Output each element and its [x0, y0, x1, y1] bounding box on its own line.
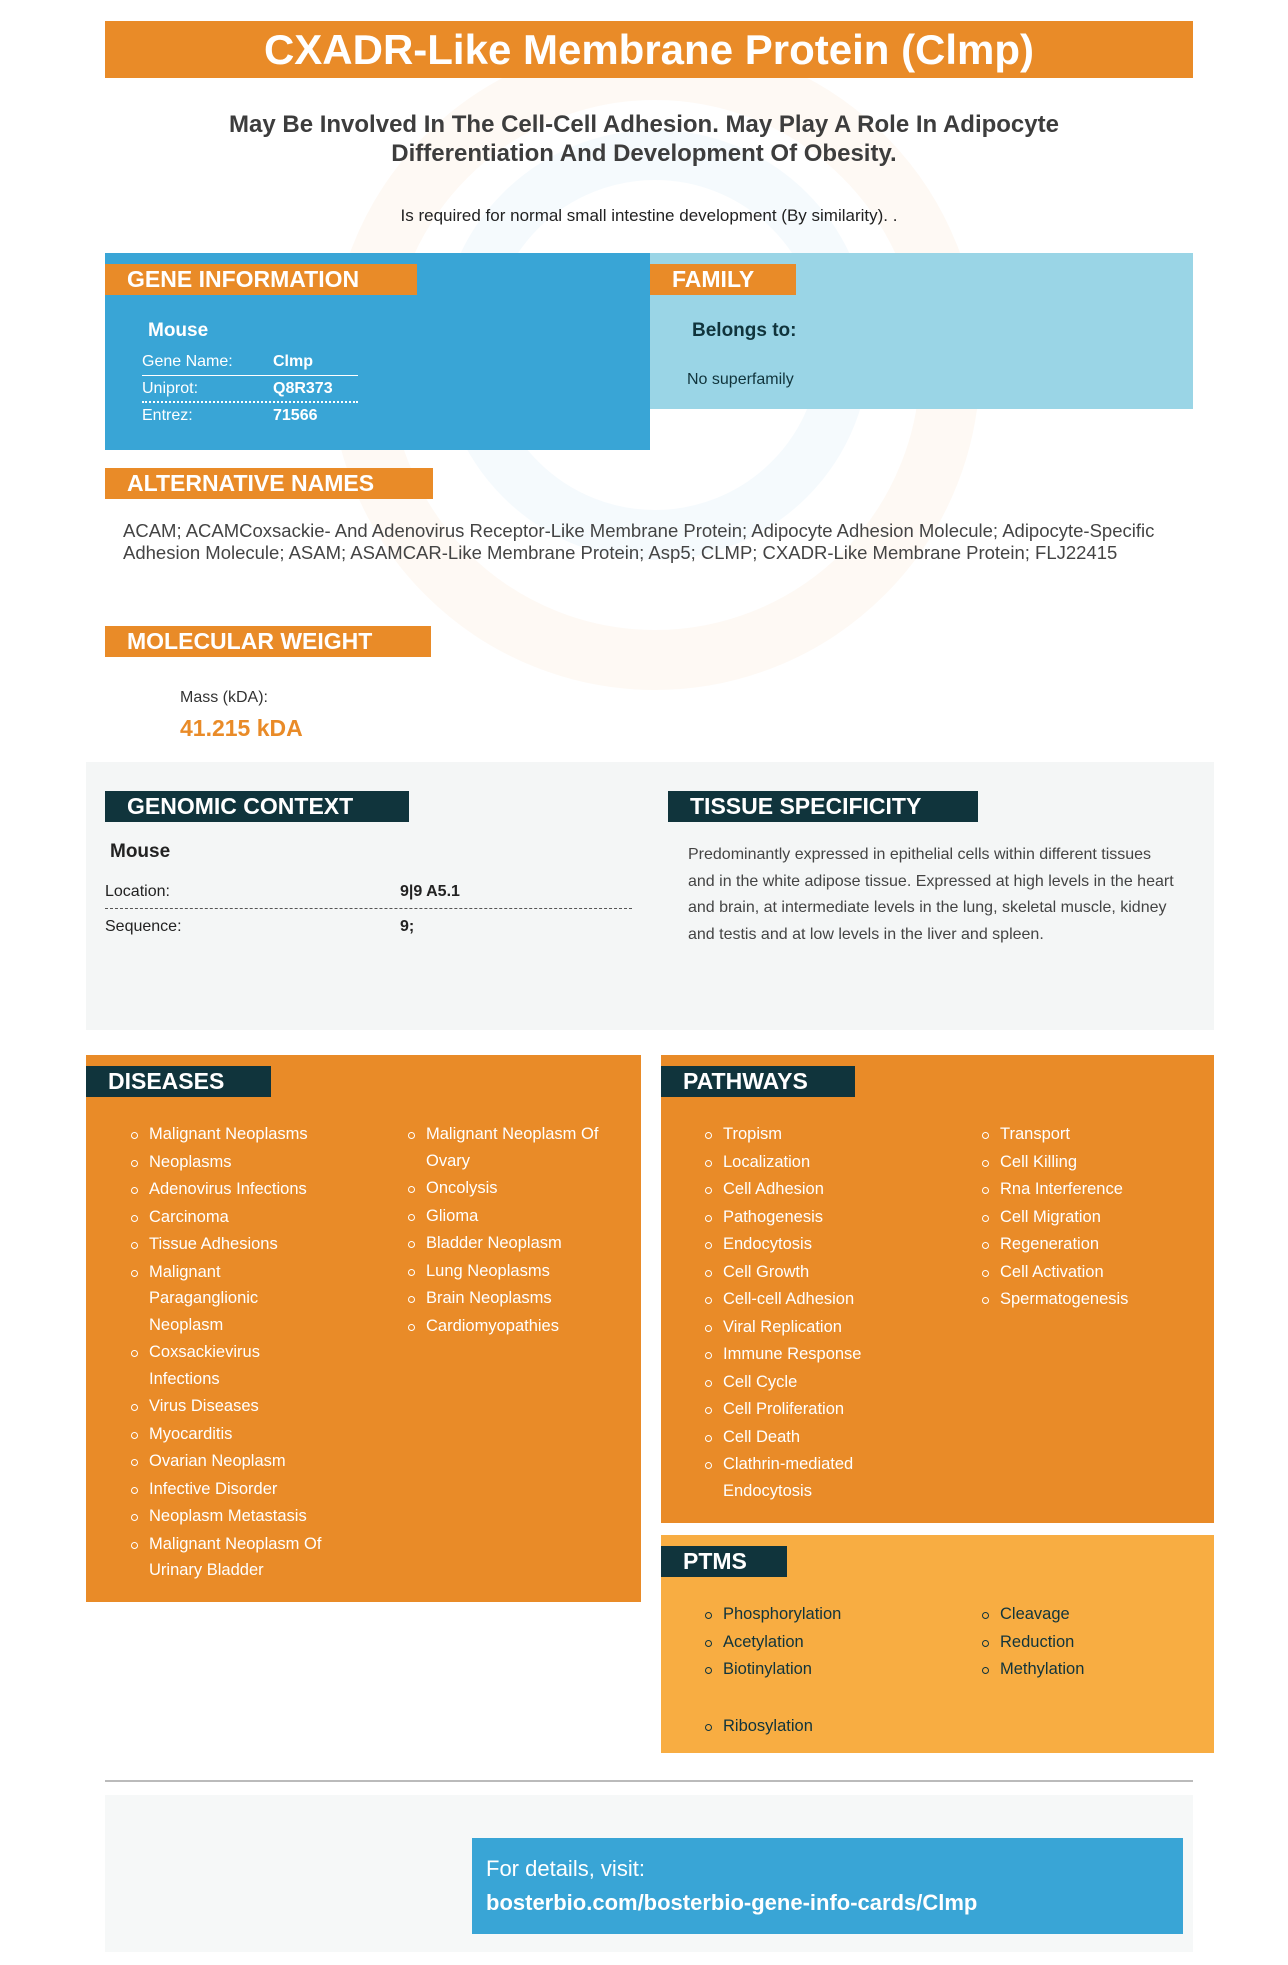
list-item: Myocarditis	[131, 1421, 361, 1448]
ptms-list-extra	[705, 1713, 945, 1741]
gene-information-heading: GENE INFORMATION	[105, 264, 417, 295]
list-item: Acetylation	[705, 1629, 945, 1656]
list-item: Virus Diseases	[131, 1393, 361, 1420]
list-item: Cell Growth	[705, 1259, 945, 1286]
list-item: Cell-cell Adhesion	[705, 1286, 945, 1313]
list-item: Immune Response	[705, 1341, 945, 1368]
list-item: Bladder Neoplasm	[408, 1230, 623, 1257]
location-row	[105, 876, 632, 909]
pathways-list-col2	[982, 1121, 1197, 1314]
protein-function-note: Is required for normal small intestine development (By similarity). .	[400, 206, 898, 225]
diseases-list-col2	[408, 1121, 623, 1340]
entrez-row	[142, 403, 358, 430]
sequence-row	[105, 911, 632, 944]
list-item: Cleavage	[982, 1601, 1197, 1628]
family-value: No superfamily	[687, 371, 794, 388]
list-item: Malignant Neoplasm Of Urinary Bladder	[131, 1531, 336, 1584]
list-item: Ovarian Neoplasm	[131, 1448, 361, 1475]
uniprot-label: Uniprot:	[142, 380, 199, 397]
list-item: Cell Proliferation	[705, 1396, 945, 1423]
list-item: Clathrin-mediated Endocytosis	[705, 1451, 875, 1504]
tissue-specificity-heading: TISSUE SPECIFICITY	[668, 791, 978, 822]
mass-label: Mass (kDA):	[180, 689, 268, 706]
list-item: Phosphorylation	[705, 1601, 945, 1628]
list-item: Malignant Neoplasm Of Ovary	[408, 1121, 623, 1174]
diseases-heading: DISEASES	[86, 1066, 271, 1097]
list-item: Spermatogenesis	[982, 1286, 1197, 1313]
uniprot-row	[142, 376, 358, 403]
sequence-label: Sequence:	[105, 918, 182, 935]
diseases-list-col1	[131, 1121, 361, 1585]
ptms-list-col2	[982, 1601, 1197, 1684]
list-item: Neoplasm Metastasis	[131, 1503, 361, 1530]
entrez-value: 71566	[273, 407, 318, 424]
list-item: Neoplasms	[131, 1149, 361, 1176]
list-item: Ribosylation	[705, 1713, 945, 1740]
list-item: Methylation	[982, 1656, 1197, 1683]
list-item: Biotinylation	[705, 1656, 945, 1683]
gene-species: Mouse	[148, 320, 209, 341]
list-item: Brain Neoplasms	[408, 1285, 623, 1312]
alternative-names-heading: ALTERNATIVE NAMES	[105, 468, 433, 499]
gene-name-value: Clmp	[273, 353, 313, 370]
genomic-context-heading: GENOMIC CONTEXT	[105, 791, 409, 822]
list-item: Cardiomyopathies	[408, 1313, 623, 1340]
mass-value: 41.215 kDA	[180, 715, 303, 741]
list-item: Transport	[982, 1121, 1197, 1148]
list-item: Cell Adhesion	[705, 1176, 945, 1203]
pathways-heading: PATHWAYS	[661, 1066, 855, 1097]
list-item: Localization	[705, 1149, 945, 1176]
ptms-heading: PTMS	[661, 1546, 787, 1577]
location-value: 9|9 A5.1	[400, 883, 460, 900]
list-item: Carcinoma	[131, 1204, 361, 1231]
list-item: Tropism	[705, 1121, 945, 1148]
list-item: Infective Disorder	[131, 1476, 361, 1503]
list-item: Pathogenesis	[705, 1204, 945, 1231]
protein-function-summary: May Be Involved In The Cell-Cell Adhesion. May Play A Role In Adipocyte Differentiation And Development Of Obesity.	[229, 111, 1059, 167]
list-item: Cell Migration	[982, 1204, 1197, 1231]
list-item: Cell Killing	[982, 1149, 1197, 1176]
uniprot-value: Q8R373	[273, 380, 333, 397]
molecular-weight-heading: MOLECULAR WEIGHT	[105, 626, 431, 657]
list-item: Coxsackievirus Infections	[131, 1339, 281, 1392]
list-item: Malignant Paraganglionic Neoplasm	[131, 1259, 281, 1339]
details-url-link[interactable]: bosterbio.com/bosterbio-gene-info-cards/Clmp	[486, 1890, 978, 1915]
family-heading: FAMILY	[650, 264, 796, 295]
list-item: Tissue Adhesions	[131, 1231, 361, 1258]
list-item: Oncolysis	[408, 1175, 623, 1202]
list-item: Viral Replication	[705, 1314, 945, 1341]
list-item: Adenovirus Infections	[131, 1176, 361, 1203]
list-item: Glioma	[408, 1203, 623, 1230]
list-item: Endocytosis	[705, 1231, 945, 1258]
list-item: Cell Death	[705, 1424, 945, 1451]
list-item: Cell Cycle	[705, 1369, 945, 1396]
details-link-box[interactable]	[472, 1838, 1183, 1934]
location-label: Location:	[105, 883, 170, 900]
sequence-value: 9;	[400, 918, 415, 935]
genomic-species: Mouse	[110, 841, 171, 862]
page-title: CXADR-Like Membrane Protein (Clmp)	[105, 21, 1193, 78]
gene-name-label: Gene Name:	[142, 353, 233, 370]
list-item: Regeneration	[982, 1231, 1197, 1258]
tissue-specificity-text: Predominantly expressed in epithelial cells within different tissues and in the white adipose tissue. Expressed at high levels in the heart and brain, at intermediate levels in the lung, skeletal muscle, kidney and testis and at low levels in the liver and spleen.	[688, 846, 1174, 943]
family-belongs-label: Belongs to:	[692, 320, 797, 341]
gene-name-row	[142, 349, 358, 376]
alternative-names-text: ACAM; ACAMCoxsackie- And Adenovirus Receptor-Like Membrane Protein; Adipocyte Adhesion Molecule; Adipocyte-Specific Adhesion Molecule; ASAM; ASAMCAR-Like Membrane Protein; Asp5; CLMP; CXADR-Like Membrane Protein; FLJ22415	[123, 520, 1155, 563]
list-item: Cell Activation	[982, 1259, 1197, 1286]
details-label: For details, visit:	[486, 1856, 645, 1881]
footer-divider	[105, 1780, 1193, 1782]
list-item: Rna Interference	[982, 1176, 1197, 1203]
ptms-list-col1	[705, 1601, 945, 1684]
pathways-list-col1	[705, 1121, 945, 1505]
list-item: Malignant Neoplasms	[131, 1121, 361, 1148]
list-item: Reduction	[982, 1629, 1197, 1656]
entrez-label: Entrez:	[142, 407, 193, 424]
list-item: Lung Neoplasms	[408, 1258, 623, 1285]
